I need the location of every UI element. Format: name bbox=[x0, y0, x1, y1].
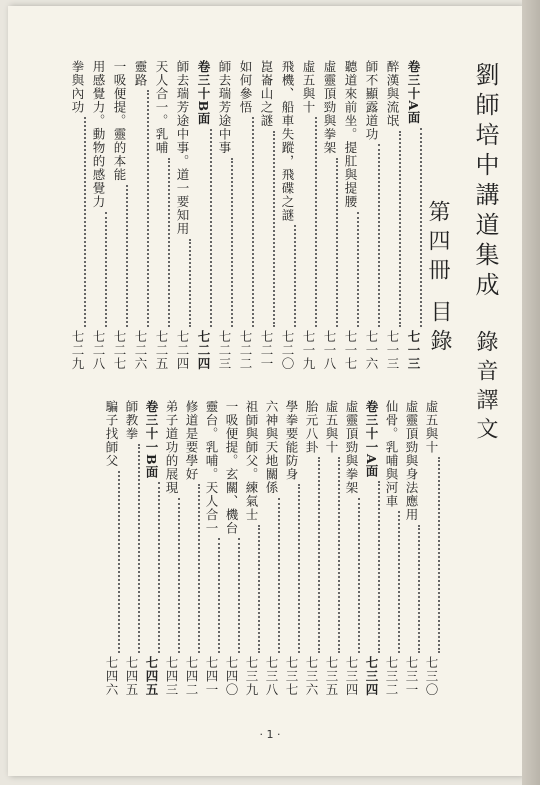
toc-entry-title: 騙子找師父 bbox=[104, 400, 119, 468]
toc-entry bbox=[222, 400, 240, 696]
toc-entry-page: 七四二 bbox=[184, 655, 199, 696]
leader-dots bbox=[105, 212, 107, 327]
toc-entry bbox=[383, 60, 401, 370]
toc-entry bbox=[215, 60, 233, 370]
toc-entry-title: 修道是要學好 bbox=[184, 400, 199, 481]
toc-entry-page: 七一九 bbox=[301, 329, 316, 370]
page-number: · 1 · bbox=[259, 728, 281, 741]
toc-entry bbox=[68, 60, 86, 370]
toc-entry bbox=[182, 400, 200, 696]
leader-dots bbox=[84, 117, 86, 327]
toc-entry-title: 靈路 bbox=[133, 60, 148, 87]
leader-dots bbox=[238, 538, 240, 653]
leader-dots bbox=[294, 225, 296, 327]
toc-entry-page: 七一三 bbox=[385, 329, 400, 370]
toc-entry-page: 七二四 bbox=[175, 329, 190, 370]
toc-entry bbox=[257, 60, 275, 370]
toc-entry-page: 七二〇 bbox=[280, 329, 295, 370]
toc-entry bbox=[342, 400, 360, 696]
leader-dots bbox=[357, 212, 359, 327]
toc-section-entry bbox=[142, 400, 160, 696]
toc-entry bbox=[282, 400, 300, 696]
toc-entry-page: 七三八 bbox=[264, 655, 279, 696]
toc-entry-title: 仙骨。乳哺與河車 bbox=[384, 400, 399, 508]
toc-entry-page: 七四三 bbox=[164, 655, 179, 696]
page-edge bbox=[522, 0, 540, 785]
toc-entry bbox=[302, 400, 320, 696]
leader-dots bbox=[298, 484, 300, 653]
leader-dots bbox=[258, 525, 260, 653]
toc-entry-page: 七一六 bbox=[364, 329, 379, 370]
leader-dots bbox=[126, 185, 128, 327]
toc-entry bbox=[110, 60, 128, 370]
toc-entry-title: 拳與內功 bbox=[70, 60, 85, 114]
toc-entry-page: 七二四 bbox=[196, 329, 211, 370]
leader-dots bbox=[438, 457, 440, 653]
toc-entry bbox=[299, 60, 317, 370]
toc-entry-page: 七四五 bbox=[144, 655, 159, 696]
toc-entry-page: 七二三 bbox=[217, 329, 232, 370]
toc-entry bbox=[202, 400, 220, 696]
toc-entry-title: 虛五與十 bbox=[324, 400, 339, 454]
toc-entry-title: 崑崙山之謎 bbox=[259, 60, 274, 128]
toc-section-entry bbox=[404, 60, 422, 370]
toc-entry-page: 七三〇 bbox=[424, 655, 439, 696]
leader-dots bbox=[231, 158, 233, 327]
toc-entry-title: 卷三十B面 bbox=[196, 60, 211, 126]
toc-section-entry bbox=[362, 400, 380, 696]
toc-entry-page: 七二六 bbox=[133, 329, 148, 370]
toc-entry-title: 卷三十A面 bbox=[406, 60, 421, 125]
toc-entry-page: 七三五 bbox=[324, 655, 339, 696]
toc-entry bbox=[320, 60, 338, 370]
toc-entry-title: 虛靈頂勁與身法應用 bbox=[404, 400, 419, 522]
leader-dots bbox=[358, 498, 360, 653]
toc-entry-page: 七一七 bbox=[343, 329, 358, 370]
leader-dots bbox=[210, 129, 212, 327]
toc-entry-title: 虛靈頂勁與拳架 bbox=[322, 60, 337, 155]
leader-dots bbox=[252, 117, 254, 327]
toc-entry-title: 師去瑞芳途中事 bbox=[217, 60, 232, 155]
toc-entry-page: 七二一 bbox=[259, 329, 274, 370]
toc-entry-page: 七三九 bbox=[244, 655, 259, 696]
toc-entry-page: 七四六 bbox=[104, 655, 119, 696]
toc-entry-title: 醉漢與流氓 bbox=[385, 60, 400, 128]
toc-entry-title: 聽道來前坐。提肛與提腰 bbox=[343, 60, 358, 209]
toc-entry bbox=[102, 400, 120, 696]
leader-dots bbox=[218, 538, 220, 653]
toc-entry bbox=[322, 400, 340, 696]
toc-entry-page: 七一八 bbox=[322, 329, 337, 370]
leader-dots bbox=[198, 484, 200, 653]
leader-dots bbox=[147, 90, 149, 327]
toc-entry bbox=[173, 60, 191, 370]
volume-label: 第四冊 bbox=[425, 200, 450, 287]
leader-dots bbox=[168, 158, 170, 327]
leader-dots bbox=[315, 117, 317, 327]
book-title: 劉師培中講道集成 bbox=[471, 62, 499, 302]
toc-entry-page: 七四一 bbox=[204, 655, 219, 696]
leader-dots bbox=[318, 457, 320, 653]
toc-entry-title: 弟子道功的展現 bbox=[164, 400, 179, 495]
toc-entry-page: 七四五 bbox=[124, 655, 139, 696]
toc-entry-title: 靈台。乳哺。天人合一 bbox=[204, 400, 219, 535]
toc-entry-title: 如何參悟 bbox=[238, 60, 253, 114]
leader-dots bbox=[398, 511, 400, 653]
toc-entry bbox=[402, 400, 420, 696]
toc-entry-page: 七三一 bbox=[404, 655, 419, 696]
toc-subtitle: 錄音譯文 bbox=[473, 330, 498, 446]
toc-entry-title: 六神與天地關係 bbox=[264, 400, 279, 495]
toc-entry-page: 七四〇 bbox=[224, 655, 239, 696]
toc-entry-title: 師去瑞芳途中事。道一要知用 bbox=[175, 60, 190, 236]
toc-entry-page: 七二七 bbox=[112, 329, 127, 370]
leader-dots bbox=[399, 131, 401, 327]
toc-entry bbox=[236, 60, 254, 370]
toc-entry bbox=[362, 60, 380, 370]
toc-section-entry bbox=[194, 60, 212, 370]
leader-dots bbox=[278, 498, 280, 653]
toc-entry-title: 學拳要能防身 bbox=[284, 400, 299, 481]
toc-entry-page: 七三二 bbox=[384, 655, 399, 696]
toc-entry-page: 七一三 bbox=[406, 329, 421, 370]
toc-entry-title: 卷三十一A面 bbox=[364, 400, 379, 479]
toc-entry bbox=[89, 60, 107, 370]
toc-entry-title: 虛五與十 bbox=[301, 60, 316, 114]
toc-entry-title: 師教拳 bbox=[124, 400, 139, 441]
toc-entry bbox=[278, 60, 296, 370]
leader-dots bbox=[378, 144, 380, 327]
leader-dots bbox=[189, 239, 191, 327]
leader-dots bbox=[273, 131, 275, 327]
toc-entry bbox=[262, 400, 280, 696]
leader-dots bbox=[418, 525, 420, 653]
toc-entry bbox=[162, 400, 180, 696]
toc-entry-title: 一吸便提。靈的本能 bbox=[112, 60, 127, 182]
toc-entry-title: 虛靈頂勁與拳架 bbox=[344, 400, 359, 495]
toc-entry bbox=[341, 60, 359, 370]
toc-entry-title: 虛五與十 bbox=[424, 400, 439, 454]
toc-entry-page: 七三七 bbox=[284, 655, 299, 696]
toc-entry-title: 一吸便提。玄關、機台 bbox=[224, 400, 239, 535]
toc-entry-page: 七二九 bbox=[70, 329, 85, 370]
toc-entry bbox=[382, 400, 400, 696]
leader-dots bbox=[118, 471, 120, 653]
leader-dots bbox=[336, 158, 338, 327]
toc-heading: 目錄 bbox=[427, 300, 452, 358]
toc-entry-page: 七二五 bbox=[154, 329, 169, 370]
toc-entry bbox=[122, 400, 140, 696]
toc-entry-title: 用感覺力。動物的感覺力 bbox=[91, 60, 106, 209]
toc-entry-title: 祖師與師父。練氣士 bbox=[244, 400, 259, 522]
toc-entry-title: 師不顯露道功 bbox=[364, 60, 379, 141]
toc-entry bbox=[242, 400, 260, 696]
toc-entry-page: 七三六 bbox=[304, 655, 319, 696]
leader-dots bbox=[158, 482, 160, 652]
leader-dots bbox=[138, 444, 140, 653]
toc-entry-page: 七二二 bbox=[238, 329, 253, 370]
leader-dots bbox=[338, 457, 340, 653]
leader-dots bbox=[178, 498, 180, 653]
leader-dots bbox=[378, 481, 380, 652]
leader-dots bbox=[420, 128, 422, 327]
toc-entry-title: 天人合一。乳哺 bbox=[154, 60, 169, 155]
toc-entry bbox=[422, 400, 440, 696]
toc-entry-page: 七三四 bbox=[364, 655, 379, 696]
toc-entry bbox=[152, 60, 170, 370]
toc-entry-page: 七二八 bbox=[91, 329, 106, 370]
toc-entry bbox=[131, 60, 149, 370]
toc-entry-page: 七三四 bbox=[344, 655, 359, 696]
toc-entry-title: 卷三十一B面 bbox=[144, 400, 159, 480]
toc-entry-title: 胎元八卦 bbox=[304, 400, 319, 454]
toc-entry-title: 飛機、船車失蹤，飛碟之謎 bbox=[280, 60, 295, 222]
